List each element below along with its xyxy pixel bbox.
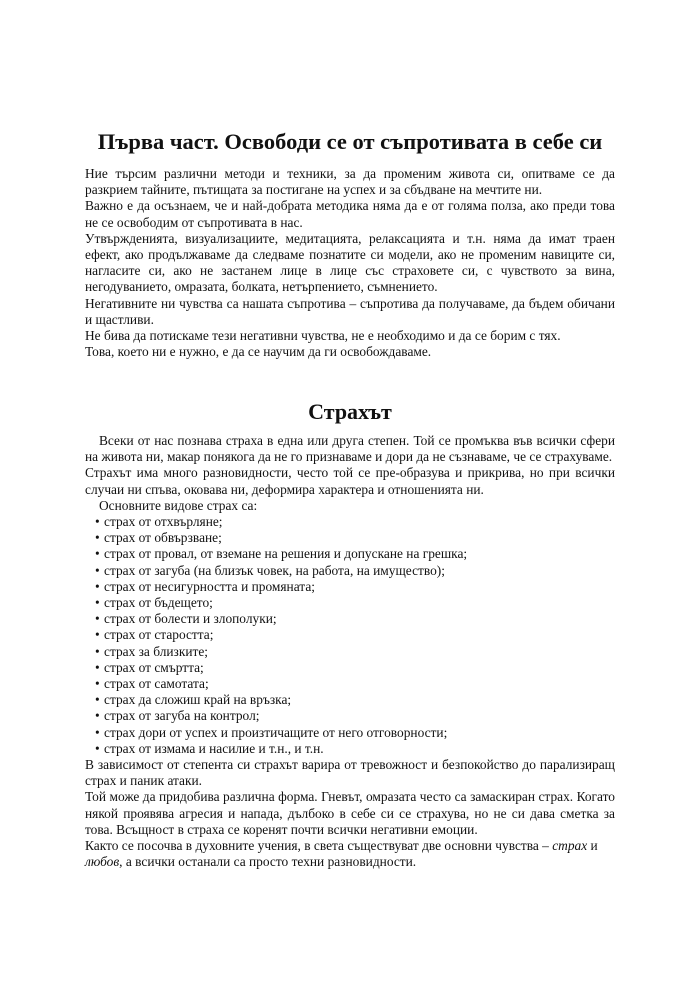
bullet: • bbox=[95, 546, 100, 562]
list-intro: Основните видове страх са: bbox=[99, 497, 258, 513]
list-item-text: страх от смъртта; bbox=[104, 659, 204, 675]
bullet: • bbox=[95, 643, 100, 659]
list-item bbox=[95, 676, 615, 692]
paragraph: Той може да придобива различна форма. Гневът, омразата често са замаскиран страх. Когато някой проявява агресия и напада, дълбоко в себе си се страхува, но не си дава сметка за това. Всъщност в страха се коренят почти всички негативни емоции. bbox=[85, 789, 615, 837]
emphasis-fear: страх bbox=[552, 838, 588, 854]
list-item-text: страх от старостта; bbox=[104, 627, 214, 643]
emphasis-love: любов bbox=[85, 854, 120, 870]
list-item-text: страх от отхвърляне; bbox=[104, 514, 223, 530]
section-heading-fear: Страхът bbox=[308, 399, 392, 424]
bullet: • bbox=[95, 595, 100, 611]
paragraph: Важно е да осъзнаем, че и най-добрата методика няма да е от голяма полза, ако преди това не се освободим от съпротивата в нас. bbox=[85, 198, 615, 230]
list-item bbox=[95, 579, 615, 595]
page-title: Първа част. Освободи се от съпротивата в себе си bbox=[97, 129, 603, 154]
list-item bbox=[95, 595, 615, 611]
list-item-text: страх от бъдещето; bbox=[104, 595, 213, 611]
bullet: • bbox=[95, 676, 100, 692]
paragraph: Негативните ни чувства са нашата съпротива – съпротива да получаваме, да бъдем обичани и щастливи. bbox=[85, 295, 615, 327]
bullet: • bbox=[95, 562, 100, 578]
fear-types-list bbox=[85, 514, 615, 757]
paragraph: В зависимост от степента си страхът варира от тревожност и безпокойство до парализиращ страх и паник атаки. bbox=[85, 757, 615, 789]
list-item bbox=[95, 563, 615, 579]
bullet: • bbox=[95, 578, 100, 594]
list-item-text: страх дори от успех и произтичащите от него отговорности; bbox=[104, 724, 448, 740]
paragraph: Ние търсим различни методи и техники, за да променим живота си, опитваме се да разкрием тайните, пътищата за постигане на успех и за сбъдване на мечтите ни. bbox=[85, 166, 615, 198]
bullet: • bbox=[95, 514, 100, 530]
bullet: • bbox=[95, 659, 100, 675]
bullet: • bbox=[95, 708, 100, 724]
paragraph-text: , а всички останали са просто техни разновидности. bbox=[119, 854, 417, 870]
list-item bbox=[95, 644, 615, 660]
list-item bbox=[95, 741, 615, 757]
paragraph bbox=[85, 838, 615, 870]
paragraph: Страхът има много разновидности, често той се пре-образува и прикрива, но при всички случаи ни спъва, оковава ни, деформира характера и отношенията ни. bbox=[85, 465, 615, 497]
conjunction: и bbox=[587, 838, 598, 854]
paragraph: Не бива да потискаме тези негативни чувства, не е необходимо и да се борим с тях. bbox=[85, 328, 561, 344]
list-item bbox=[95, 530, 615, 546]
list-item-text: страх от обвързване; bbox=[104, 530, 222, 546]
list-item-text: страх от загуба (на близък човек, на работа, на имущество); bbox=[104, 562, 445, 578]
bullet: • bbox=[95, 724, 100, 740]
paragraph: Утвържденията, визуализациите, медитацията, релаксацията и т.н. няма да имат траен ефект, ако продължаваме да следваме познатите си модели, ако не променим навиците си, нагласите си, ако не застанем лице в лице със страховете си, с чувството за вина, негодуванието, омразата, болката, нетърпението, съмнението. bbox=[85, 230, 615, 295]
paragraph: Всеки от нас познава страха в една или друга степен. Той се промъква във всички сфери на живота ни, макар понякога да не го признаваме и дори да не съзнаваме, че се страхуваме. bbox=[85, 433, 615, 465]
bullet: • bbox=[95, 627, 100, 643]
list-item-text: страх от провал, от вземане на решения и допускане на грешка; bbox=[104, 546, 468, 562]
list-item-text: страх от самотата; bbox=[104, 676, 209, 692]
paragraph: Това, което ни е нужно, е да се научим да ги освобождаваме. bbox=[85, 344, 432, 360]
list-item bbox=[95, 660, 615, 676]
list-item bbox=[95, 611, 615, 627]
list-item-text: страх от несигурността и промяната; bbox=[104, 578, 315, 594]
list-item bbox=[95, 708, 615, 724]
intro-section bbox=[85, 166, 615, 360]
list-item-text: страх да сложиш край на връзка; bbox=[104, 692, 292, 708]
list-item-text: страх от измама и насилие и т.н., и т.н. bbox=[104, 740, 324, 756]
list-item bbox=[95, 725, 615, 741]
list-item bbox=[95, 514, 615, 530]
list-item bbox=[95, 627, 615, 643]
bullet: • bbox=[95, 740, 100, 756]
bullet: • bbox=[95, 611, 100, 627]
bullet: • bbox=[95, 692, 100, 708]
list-item bbox=[95, 692, 615, 708]
list-item bbox=[95, 546, 615, 562]
list-item-text: страх за близките; bbox=[104, 643, 209, 659]
bullet: • bbox=[95, 530, 100, 546]
list-item-text: страх от болести и злополуки; bbox=[104, 611, 277, 627]
paragraph-text: Както се посочва в духовните учения, в света съществуват две основни чувства – bbox=[85, 838, 553, 854]
fear-section bbox=[85, 433, 615, 870]
list-item-text: страх от загуба на контрол; bbox=[104, 708, 260, 724]
